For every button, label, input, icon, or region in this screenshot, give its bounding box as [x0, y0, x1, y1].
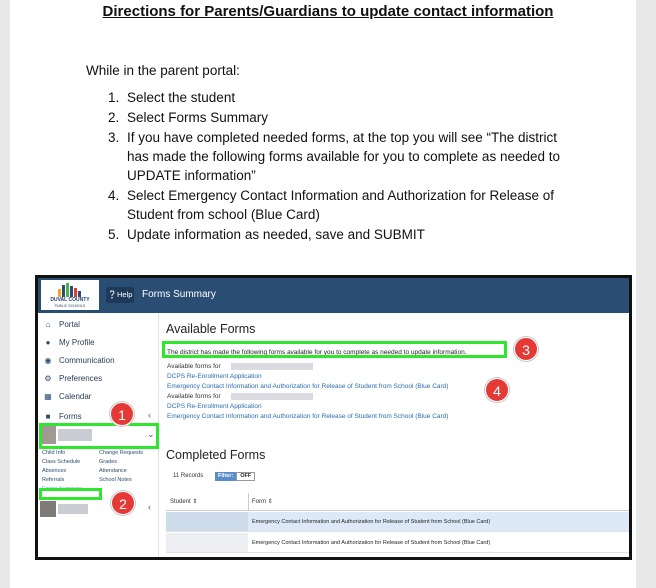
chevron-left-icon[interactable]: ‹	[148, 502, 151, 512]
student-cell-blurred	[166, 533, 248, 552]
document-title: Directions for Parents/Guardians to update contact information	[102, 3, 554, 20]
student-avatar-2[interactable]	[40, 501, 56, 517]
callout-2: 2	[111, 491, 135, 515]
sidebar-link-change-requests[interactable]: Change Requests	[99, 450, 144, 456]
form-cell[interactable]: Emergency Contact Information and Authorization for Release of Student from School (Blue Card)	[252, 540, 491, 546]
sort-icon: ⇕	[192, 499, 198, 505]
sidebar-link-grades[interactable]: Grades	[99, 459, 118, 465]
sidebar-link-absences[interactable]: Absences	[42, 468, 67, 474]
completed-forms-heading: Completed Forms	[166, 448, 266, 462]
callout-4: 4	[485, 378, 509, 402]
step-item: 3. If you have completed needed forms, at the top you will see “The district has made the following forms available for you to complete as needed to UPDATE information”	[108, 130, 561, 183]
available-forms-label: Available forms for	[167, 363, 221, 370]
available-forms-heading: Available Forms	[166, 322, 256, 336]
available-forms-label: Available forms for	[167, 393, 221, 400]
sidebar-item-forms[interactable]: ■ Forms	[43, 412, 82, 421]
gear-icon: ⚙	[44, 374, 52, 383]
student-name-blurred-2[interactable]	[58, 504, 88, 514]
callout-3: 3	[514, 337, 538, 361]
sort-icon: ⇕	[267, 499, 273, 505]
sidebar-item-communication[interactable]: ◉ Communication	[44, 356, 115, 365]
sidebar-link-referrals[interactable]: Referrals	[42, 477, 65, 483]
intro-text: While in the parent portal:	[86, 63, 240, 78]
student-name-blurred	[231, 393, 313, 400]
speech-bubble-icon: ◉	[44, 356, 52, 365]
sidebar-item-preferences[interactable]: ⚙ Preferences	[44, 374, 103, 383]
sidebar-link-forms-summary[interactable]: Forms Summary	[42, 486, 83, 492]
step-item: 1. Select the student	[108, 90, 236, 105]
step-item: 2. Select Forms Summary	[108, 110, 269, 125]
highlight-student-selector	[39, 423, 159, 449]
column-header-student[interactable]: Student ⇕	[170, 499, 198, 505]
district-forms-message: The district has made the following forms available for you to complete as needed to update information.	[167, 349, 467, 356]
filter-label: Filter:	[215, 472, 236, 481]
re-enrollment-link[interactable]: DCPS Re-Enrollment Application	[167, 373, 262, 380]
person-icon: ●	[45, 338, 51, 347]
re-enrollment-link[interactable]: DCPS Re-Enrollment Application	[167, 403, 262, 410]
page-title: Forms Summary	[142, 289, 216, 300]
sidebar-link-child-info[interactable]: Child Info	[42, 450, 66, 456]
column-header-form[interactable]: Form ⇕	[252, 499, 273, 505]
steps-list	[108, 88, 578, 245]
callout-1: 1	[110, 402, 134, 426]
table-row[interactable]	[166, 533, 629, 553]
sidebar-item-my-profile[interactable]: ● My Profile	[43, 338, 95, 347]
step-item: 5. Update information as needed, save and SUBMIT	[108, 227, 425, 242]
chevron-down-icon[interactable]: ⌄	[147, 429, 155, 439]
highlight-district-message	[162, 341, 507, 358]
help-icon: ❔	[107, 290, 117, 299]
document-icon: ■	[45, 412, 51, 421]
sidebar-item-calendar[interactable]: ▦ Calendar	[44, 392, 92, 401]
blue-card-link[interactable]: Emergency Contact Information and Authorization for Release of Student from School (Blue Card)	[167, 383, 449, 390]
step-item: 4. Select Emergency Contact Information and Authorization for Release of Student from school (Blue Card)	[108, 188, 554, 222]
sidebar-item-portal[interactable]: ⌂ Portal	[43, 320, 80, 329]
filter-toggle[interactable]	[215, 472, 255, 481]
student-name-blurred	[231, 363, 313, 370]
portal-header	[38, 278, 629, 313]
blue-card-link[interactable]: Emergency Contact Information and Authorization for Release of Student from School (Blue Card)	[167, 413, 449, 420]
highlight-forms-summary	[39, 488, 102, 500]
calendar-icon: ▦	[44, 392, 52, 401]
records-count: 11 Records	[173, 473, 204, 479]
home-icon: ⌂	[45, 320, 51, 329]
sidebar-link-class-schedule[interactable]: Class Schedule	[42, 459, 81, 465]
sidebar-link-attendance[interactable]: Attendance	[99, 468, 127, 474]
sidebar-link-school-notes[interactable]: School Notes	[99, 477, 132, 483]
district-logo[interactable]	[41, 280, 99, 310]
table-header	[166, 493, 629, 511]
help-button[interactable]: ❔Help	[106, 287, 134, 303]
logo-subtext: PUBLIC SCHOOLS	[54, 304, 86, 308]
filter-state: OFF	[236, 472, 255, 481]
student-cell-blurred	[166, 512, 248, 531]
logo-text: DUVAL COUNTY	[50, 297, 90, 303]
portal-screenshot	[35, 275, 632, 560]
table-row[interactable]	[166, 512, 629, 532]
chevron-left-icon[interactable]: ‹	[148, 410, 151, 420]
logo-bars-icon	[58, 283, 82, 297]
form-cell[interactable]: Emergency Contact Information and Authorization for Release of Student from School (Blue Card)	[252, 519, 491, 525]
